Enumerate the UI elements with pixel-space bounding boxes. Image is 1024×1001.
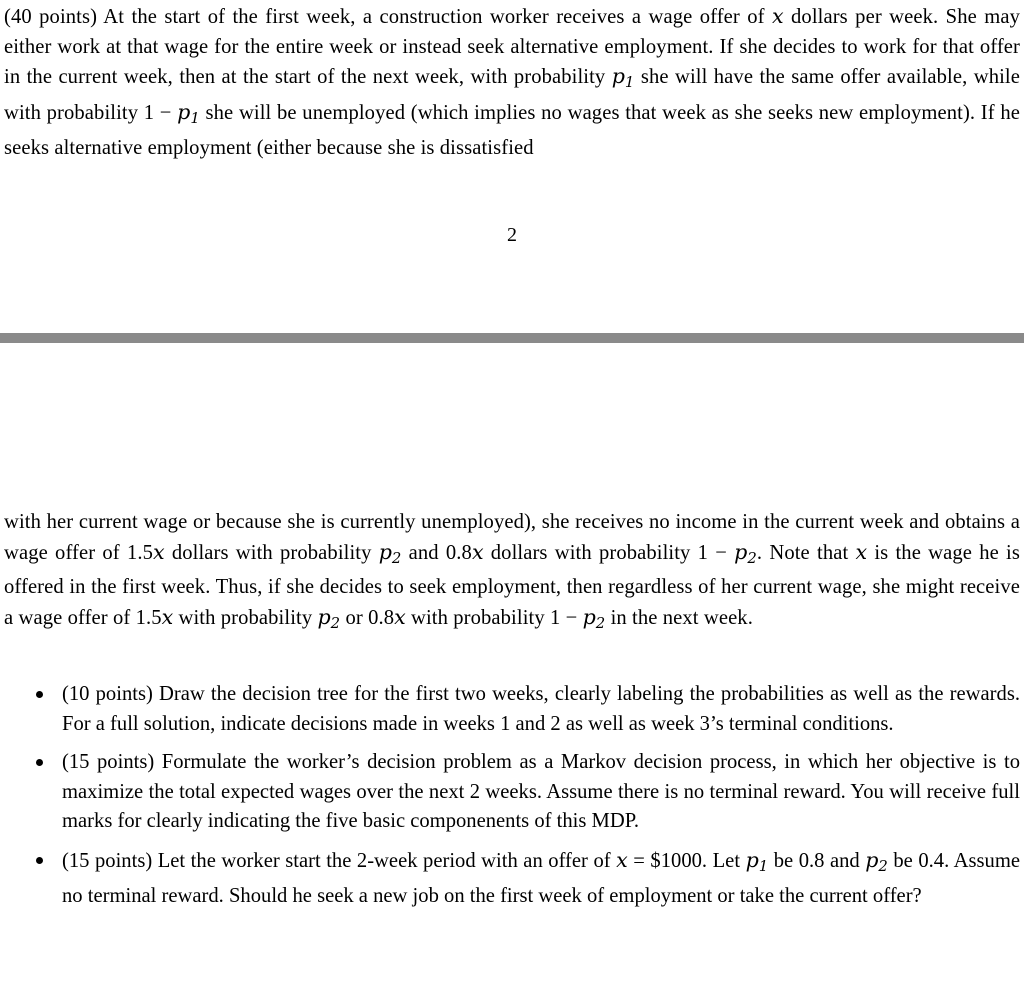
bullet-dot-icon [36,759,43,766]
list-item: (10 points) Draw the decision tree for the first two weeks, clearly labeling the probabilities as well as the rewards. For a full solution, indicate decisions made in weeks 1 and 2 as well as week 3’s terminal conditions. [4,680,1020,739]
question-parts-list [0,680,1024,911]
list-item: (15 points) Let the worker start the 2-week period with an offer of x = $1000. Let $p_1$ be 0.8 and $p_2$ be 0.4. Assume no terminal reward. Should he seek a new job on the first week of employment or take the current offer? [4,846,1020,911]
problem-statement-part-2 [0,508,1024,639]
list-item: (15 points) Formulate the worker’s decision problem as a Markov decision process, in which her objective is to maximize the total expected wages over the next 2 weeks. Assume there is no terminal reward. You will receive full marks for clearly indicating the five basic componenents of this MDP. [4,748,1020,837]
paragraph-text: with her current wage or because she is currently unemployed), she receives no income in the current week and obtains a wage offer of 1.5x dollars with probability $p_2$ and 0.8x dollars with probability $1 - p_2$. Note that x is the wage he is offered in the first week. Thus, if she decides to seek employment, then regardless of her current wage, she might receive a wage offer of 1.5x with probability $p_2$ or 0.8x with probability $1 - p_2$ in the next week. [4,511,1020,633]
page-number: 2 [507,224,517,246]
page-break-divider [0,333,1024,343]
bullet-dot-icon [36,857,43,864]
paragraph-text: (40 points) At the start of the first week, a construction worker receives a wage offer of x dollars per week. She may either work at that wage for the entire week or instead seek alternative employment. If she decides to work for that offer in the current week, then at the start of the next week, with probability $p_1$ she will have the same offer available, while with probability $1 - p_1$ she will be unemployed (which implies no wages that week as she seeks new employment). If he seeks alternative employment (either because she is dissatisfied [4,4,1021,159]
bullet-list [4,680,1020,911]
problem-statement-part-1 [0,2,1024,163]
bullet-dot-icon [36,691,43,698]
